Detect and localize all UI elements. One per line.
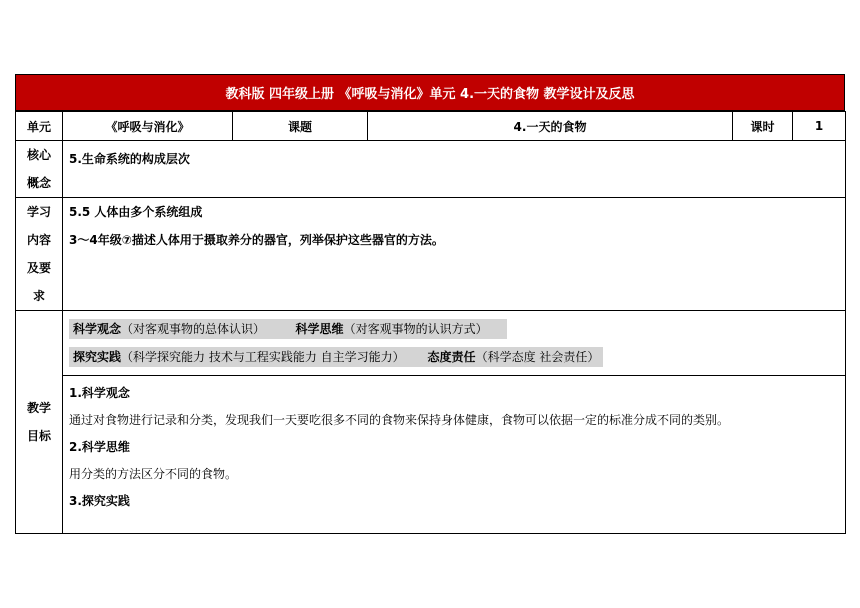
- period-label: 课时: [733, 112, 793, 141]
- goal-section-2-text: 用分类的方法区分不同的食物。: [69, 467, 238, 481]
- goal-section-2-title: 2.科学思维: [69, 440, 130, 454]
- teaching-goals-label: 教学目标: [16, 311, 63, 534]
- goal-section-1-text: 通过对食物进行记录和分类，发现我们一天要吃很多不同的食物来保持身体健康，食物可以依据一定的标准分成不同的类别。: [69, 413, 730, 427]
- learning-content-label: 学习内容及要求: [16, 198, 63, 311]
- lesson-table: [15, 111, 846, 534]
- goal-details: [63, 376, 845, 519]
- learning-content-line-2: 3～4年级⑦描述人体用于摄取养分的器官，列举保护这些器官的方法。: [69, 233, 444, 247]
- document-title: 教科版 四年级上册 《呼吸与消化》单元 4.一天的食物 教学设计及反思: [15, 74, 845, 111]
- learning-content-row: [16, 198, 846, 311]
- tag-scientific-concept: 科学观念（对客观事物的总体认识） 科学思维（对客观事物的认识方式）: [69, 319, 507, 339]
- learning-content-line-1: 5.5 人体由多个系统组成: [69, 205, 203, 219]
- topic-label: 课题: [233, 112, 368, 141]
- goal-section-3-title: 3.探究实践: [69, 494, 130, 508]
- period-value: 1: [793, 112, 846, 141]
- core-concept-text: 5.生命系统的构成层次: [63, 141, 846, 198]
- topic-value: 4.一天的食物: [368, 112, 733, 141]
- teaching-goals-row: [16, 311, 846, 534]
- unit-label: 单元: [16, 112, 63, 141]
- goal-category-tags: [63, 311, 845, 376]
- core-concept-label: 核心概念: [16, 141, 63, 198]
- goal-section-1-title: 1.科学观念: [69, 386, 130, 400]
- tag-inquiry-practice: 探究实践（科学探究能力 技术与工程实践能力 自主学习能力） 态度责任（科学态度 社会责任）: [69, 347, 603, 367]
- lesson-plan-document: [15, 74, 845, 534]
- header-row: [16, 112, 846, 141]
- core-concept-row: [16, 141, 846, 198]
- unit-value: 《呼吸与消化》: [63, 112, 233, 141]
